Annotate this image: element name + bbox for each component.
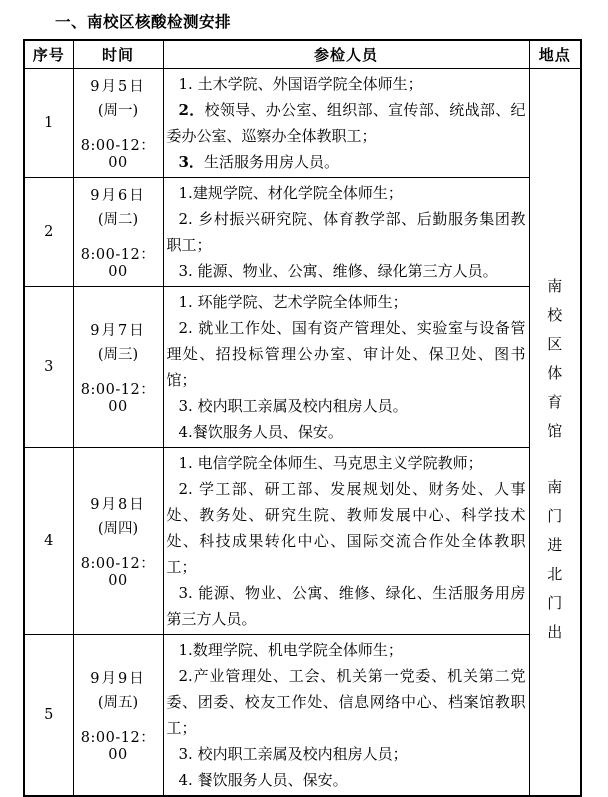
table-row [24,177,581,286]
participant-item [167,258,526,284]
item-number: 3. [178,261,198,280]
item-number: 4. [178,770,198,789]
row-date: 9月6日 [90,187,146,204]
participant-item [167,97,526,149]
participant-item [167,450,526,476]
row-date: 9月9日 [90,670,146,687]
item-number: 1. [178,453,198,472]
header-participants: 参检人员 [163,40,529,68]
row-time-cell [73,634,163,796]
schedule-table [23,39,582,797]
item-number: 2. [178,666,193,685]
participant-item [167,741,526,767]
participant-item [167,315,526,393]
row-weekday: (周四) [97,520,139,537]
row-participants-cell [163,634,529,796]
item-text: 电信学院全体师生、马克思主义学院教师； [197,453,483,472]
row-date: 9月5日 [90,78,146,95]
row-time-cell [73,286,163,447]
item-text: 餐饮服务人员、保安。 [192,422,343,441]
item-number: 3． [178,152,204,171]
header-index: 序号 [24,40,73,68]
row-hours: 8:00-12：00 [80,137,156,171]
item-number: 1. [178,640,193,659]
item-text: 能源、物业、公寓、维修、绿化第三方人员。 [197,261,498,280]
row-time-cell [73,447,163,634]
item-number: 3. [178,396,198,415]
table-body [24,68,581,796]
row-index: 4 [24,447,73,634]
row-weekday: (周三) [97,346,139,363]
item-number: 3. [178,744,198,763]
participant-item [167,206,526,258]
item-text: 校领导、办公室、组织部、宣传部、统战部、纪委办公室、巡察办全体教职工； [166,100,526,145]
row-hours: 8:00-12：00 [80,555,156,589]
row-index: 2 [24,177,73,286]
location-cell [529,68,581,796]
row-hours: 8:00-12：00 [80,381,156,415]
row-participants-cell [163,447,529,634]
location-text: 南校区体育馆 [547,277,563,440]
participant-item [167,393,526,419]
participant-item [167,637,526,663]
item-number: 2. [178,209,199,228]
row-weekday: (周一) [97,102,139,119]
item-text: 餐饮服务人员、保安。 [197,770,348,789]
item-text: 土木学院、外国语学院全体师生； [197,74,423,93]
item-text: 就业工作处、国有资产管理处、实验室与设备管理处、招投标管理公办室、审计处、保卫处、图书馆； [166,318,526,389]
item-text: 生活服务用房人员。 [203,152,339,171]
participant-item [167,767,526,793]
header-time: 时间 [73,40,163,68]
item-text: 建规学院、材化学院全体师生； [192,183,403,202]
row-index: 5 [24,634,73,796]
row-weekday: (周五) [97,694,139,711]
item-text: 校内职工亲属及校内租房人员； [197,744,408,763]
table-row [24,447,581,634]
table-row [24,286,581,447]
table-row [24,68,581,177]
header-row [24,40,581,68]
item-text: 环能学院、艺术学院全体师生； [197,292,408,311]
table-row [24,634,581,796]
participant-item [167,419,526,445]
row-index: 3 [24,286,73,447]
row-time-cell [73,177,163,286]
item-number: 2. [178,479,199,498]
participant-item [167,71,526,97]
item-number: 1. [178,292,198,311]
row-participants-cell [163,177,529,286]
row-participants-cell [163,286,529,447]
item-number: 3. [178,583,199,602]
row-hours: 8:00-12：00 [80,729,156,763]
item-number: 2. [178,318,199,337]
row-date: 9月8日 [90,496,146,513]
item-text: 学工部、研工部、发展规划处、财务处、人事处、教务处、研究生院、教师发展中心、科学技术处、科技成果转化中心、国际交流合作处全体教职工； [166,479,526,576]
row-index: 1 [24,68,73,177]
item-number: 2． [178,100,205,119]
row-hours: 8:00-12：00 [80,246,156,280]
item-number: 1. [178,183,193,202]
item-text: 乡村振兴研究院、体育教学部、后勤服务集团教职工； [166,209,526,254]
location-text: 南门进北门出 [547,478,563,641]
participant-item [167,289,526,315]
item-text: 产业管理处、工会、机关第一党委、机关第二党委、团委、校友工作处、信息网络中心、档案馆教职工； [166,666,526,737]
page-title: 一、南校区核酸检测安排 [55,12,232,31]
item-number: 4. [178,422,193,441]
row-weekday: (周二) [97,211,139,228]
participant-item [167,663,526,741]
item-number: 1. [178,74,198,93]
row-time-cell [73,68,163,177]
participant-item [167,580,526,632]
row-date: 9月7日 [90,322,146,339]
row-participants-cell [163,68,529,177]
participant-item [167,180,526,206]
item-text: 数理学院、机电学院全体师生； [192,640,403,659]
item-text: 能源、物业、公寓、维修、绿化、生活服务用房第三方人员。 [166,583,526,628]
header-location: 地点 [529,40,581,68]
participant-item [167,149,526,175]
table-header [24,40,581,68]
item-text: 校内职工亲属及校内租房人员。 [197,396,408,415]
participant-item [167,476,526,580]
